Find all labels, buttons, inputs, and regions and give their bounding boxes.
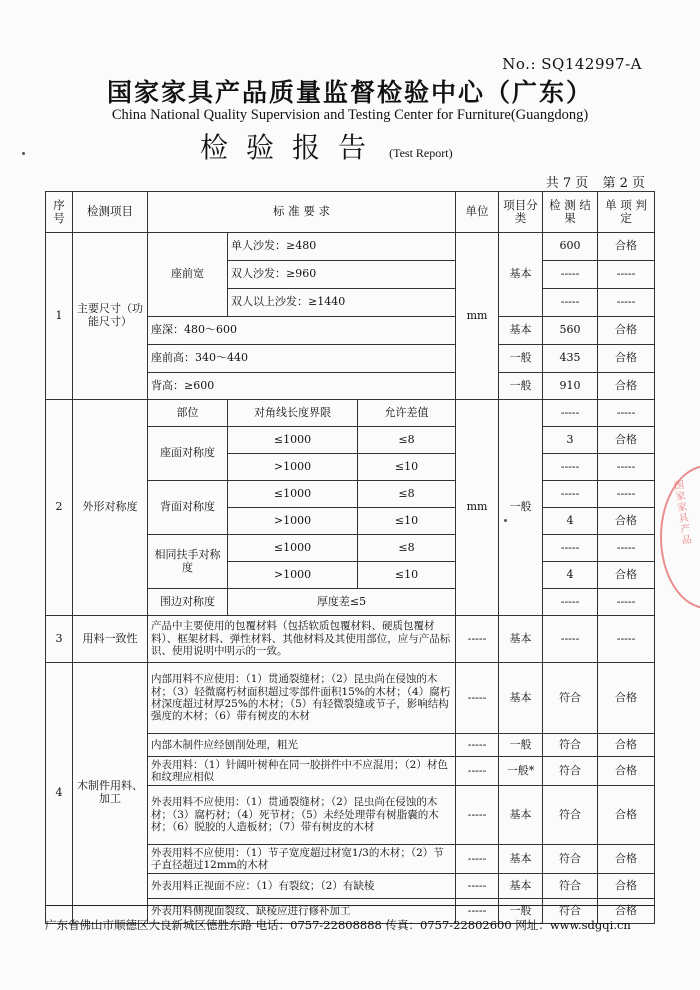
unit-cell: mm [456, 233, 499, 400]
category-cell: 一般 [499, 345, 543, 373]
verdict-cell: 合格 [598, 317, 655, 345]
result-cell: ----- [543, 400, 598, 427]
verdict-cell: 合格 [598, 845, 655, 874]
category-cell: 基本 [499, 845, 543, 874]
result-cell: ----- [543, 454, 598, 481]
verdict-cell: ----- [598, 261, 655, 289]
report-title [200, 126, 520, 166]
page-counter [536, 172, 645, 191]
unit-cell: ----- [456, 734, 499, 757]
category-cell: 一般 [499, 899, 543, 924]
result-cell: 4 [543, 562, 598, 589]
category-cell: 一般 [499, 734, 543, 757]
official-seal-text: 国家家具产品 [673, 479, 693, 547]
col-seq: 序号 [46, 192, 73, 233]
result-cell: 符合 [543, 899, 598, 924]
result-cell: ----- [543, 589, 598, 616]
requirement: 产品中主要使用的包覆材料（包括软质包覆材料、硬质包覆材料）、框架材料、弹性材料、其他材料及其使用部位，应与产品标识、使用说明中明示的一致。 [148, 616, 456, 663]
category-cell: 基本 [499, 616, 543, 663]
result-cell: 560 [543, 317, 598, 345]
tol-cell: ≤10 [358, 454, 456, 481]
verdict-cell: 合格 [598, 899, 655, 924]
result-cell: 符合 [543, 786, 598, 845]
test-report-table [45, 191, 655, 924]
category-cell: 一般 [499, 400, 543, 616]
report-number: No.: SQ142997-A [502, 55, 642, 73]
diag-cell: ≤1000 [228, 535, 358, 562]
sub-header-diag: 对角线长度界限 [228, 400, 358, 427]
sub-header-part: 部位 [148, 400, 228, 427]
tol-cell: ≤8 [358, 535, 456, 562]
part-label: 围边对称度 [148, 589, 228, 616]
sub-header-tol: 允许差值 [358, 400, 456, 427]
verdict-cell: 合格 [598, 508, 655, 535]
organization-name-cn: 国家家具产品质量监督检验中心（广东） [106, 78, 593, 107]
verdict-cell: ----- [598, 400, 655, 427]
requirement: 背高：≥600 [148, 373, 456, 400]
tol-cell: ≤10 [358, 508, 456, 535]
footer-contact: 广东省佛山市顺德区大良新城区德胜东路 电话：0757-22808888 传真：0757-22802600 网址：www.sdgqi.cn [45, 918, 631, 932]
unit-cell: mm [456, 400, 499, 616]
tol-cell: ≤8 [358, 481, 456, 508]
result-cell: ----- [543, 481, 598, 508]
table-row [46, 663, 655, 734]
footer-divider [45, 905, 655, 906]
requirement: 外表用料侧视面裂纹、缺棱应进行修补加工 [148, 899, 456, 924]
result-cell: 3 [543, 427, 598, 454]
diag-cell: >1000 [228, 562, 358, 589]
verdict-cell: 合格 [598, 663, 655, 734]
diag-cell: ≤1000 [228, 427, 358, 454]
section-item: 主要尺寸（功能尺寸） [73, 233, 148, 400]
diag-cell: >1000 [228, 508, 358, 535]
unit-cell: ----- [456, 663, 499, 734]
verdict-cell: 合格 [598, 233, 655, 261]
scan-speck [22, 152, 25, 155]
section-seq: 1 [46, 233, 73, 400]
requirement: 单人沙发：≥480 [228, 233, 456, 261]
result-cell: 符合 [543, 874, 598, 899]
diag-cell: >1000 [228, 454, 358, 481]
front-width-label: 座前宽 [148, 233, 228, 317]
verdict-cell: ----- [598, 535, 655, 562]
part-label: 座面对称度 [148, 427, 228, 481]
result-cell: 910 [543, 373, 598, 400]
report-title-cn: 检验报告 [200, 131, 385, 164]
col-verdict: 单 项 判 定 [598, 192, 655, 233]
unit-cell: ----- [456, 874, 499, 899]
category-cell: 基本 [499, 874, 543, 899]
result-cell: 符合 [543, 734, 598, 757]
section-seq: 4 [46, 663, 73, 924]
report-title-en: (Test Report) [389, 146, 453, 160]
verdict-cell: 合格 [598, 427, 655, 454]
col-unit: 单位 [456, 192, 499, 233]
requirement: 座前高：340～440 [148, 345, 456, 373]
col-category: 项目分类 [499, 192, 543, 233]
result-cell: ----- [543, 616, 598, 663]
unit-cell: ----- [456, 786, 499, 845]
section-item: 木制件用料、加工 [73, 663, 148, 924]
unit-cell: ----- [456, 616, 499, 663]
requirement: 外表用料不应使用：（1）节子宽度超过材宽1/3的木材；（2）节子直径超过12mm的木材 [148, 845, 456, 874]
current-page: 第 2 页 [602, 176, 645, 191]
organization-name-en: China National Quality Supervision and Testing Center for Furniture(Guangdong) [111, 107, 589, 123]
category-cell: 一般* [499, 757, 543, 786]
table-row [46, 400, 655, 427]
tol-cell: ≤10 [358, 562, 456, 589]
unit-cell: ----- [456, 845, 499, 874]
requirement: 外表用料不应使用：（1）贯通裂缝材；（2）昆虫尚在侵蚀的木材；（3）腐朽材；（4）死节材；（5）未经处理带有树脂囊的木材；（6）脱胶的人造板材；（7）带有树皮的木材 [148, 786, 456, 845]
requirement: 外表用料正视面不应：（1）有裂纹；（2）有缺棱 [148, 874, 456, 899]
table-row [46, 233, 655, 261]
tol-cell: ≤8 [358, 427, 456, 454]
part-label: 背面对称度 [148, 481, 228, 535]
category-cell: 基本 [499, 317, 543, 345]
verdict-cell: 合格 [598, 757, 655, 786]
col-item: 检测项目 [73, 192, 148, 233]
verdict-cell: 合格 [598, 373, 655, 400]
requirement: 内部用料不应使用：（1）贯通裂缝材；（2）昆虫尚在侵蚀的木材；（3）轻微腐朽材面积超过零部件面积15%的木材；（4）腐朽材深度超过材厚25%的木材；（5）有轻微裂缝或节子，影响结构强度的木材；（6）带有树皮的木材 [148, 663, 456, 734]
col-standard: 标 准 要 求 [148, 192, 456, 233]
result-cell: 600 [543, 233, 598, 261]
requirement: 内部木制件应经刨削处理，粗光 [148, 734, 456, 757]
unit-cell: ----- [456, 757, 499, 786]
verdict-cell: ----- [598, 289, 655, 317]
requirement: 外表用料：（1）针阔叶树种在同一胶拼件中不应混用；（2）材色和纹理应相似 [148, 757, 456, 786]
verdict-cell: ----- [598, 454, 655, 481]
result-cell: ----- [543, 289, 598, 317]
result-cell: 符合 [543, 845, 598, 874]
result-cell: 符合 [543, 757, 598, 786]
verdict-cell: 合格 [598, 562, 655, 589]
section-item: 用料一致性 [73, 616, 148, 663]
section-seq: 3 [46, 616, 73, 663]
result-cell: 4 [543, 508, 598, 535]
verdict-cell: ----- [598, 589, 655, 616]
verdict-cell: 合格 [598, 345, 655, 373]
category-cell: 基本 [499, 663, 543, 734]
col-result: 检 测 结 果 [543, 192, 598, 233]
section-seq: 2 [46, 400, 73, 616]
unit-cell: ----- [456, 899, 499, 924]
verdict-cell: ----- [598, 481, 655, 508]
category-cell: 基本 [499, 786, 543, 845]
result-cell: 435 [543, 345, 598, 373]
requirement: 双人以上沙发：≥1440 [228, 289, 456, 317]
scan-speck [504, 519, 507, 522]
requirement: 厚度差≤5 [228, 589, 456, 616]
result-cell: ----- [543, 535, 598, 562]
verdict-cell: 合格 [598, 874, 655, 899]
verdict-cell: 合格 [598, 734, 655, 757]
diag-cell: ≤1000 [228, 481, 358, 508]
verdict-cell: 合格 [598, 786, 655, 845]
total-pages: 共 7 页 [545, 176, 589, 191]
result-cell: 符合 [543, 663, 598, 734]
verdict-cell: ----- [598, 616, 655, 663]
requirement: 座深：480～600 [148, 317, 456, 345]
requirement: 双人沙发：≥960 [228, 261, 456, 289]
result-cell: ----- [543, 261, 598, 289]
category-cell: 基本 [499, 233, 543, 317]
category-cell: 一般 [499, 373, 543, 400]
table-row [46, 616, 655, 663]
table-header-row [46, 192, 655, 233]
section-item: 外形对称度 [73, 400, 148, 616]
part-label: 相同扶手对称度 [148, 535, 228, 589]
